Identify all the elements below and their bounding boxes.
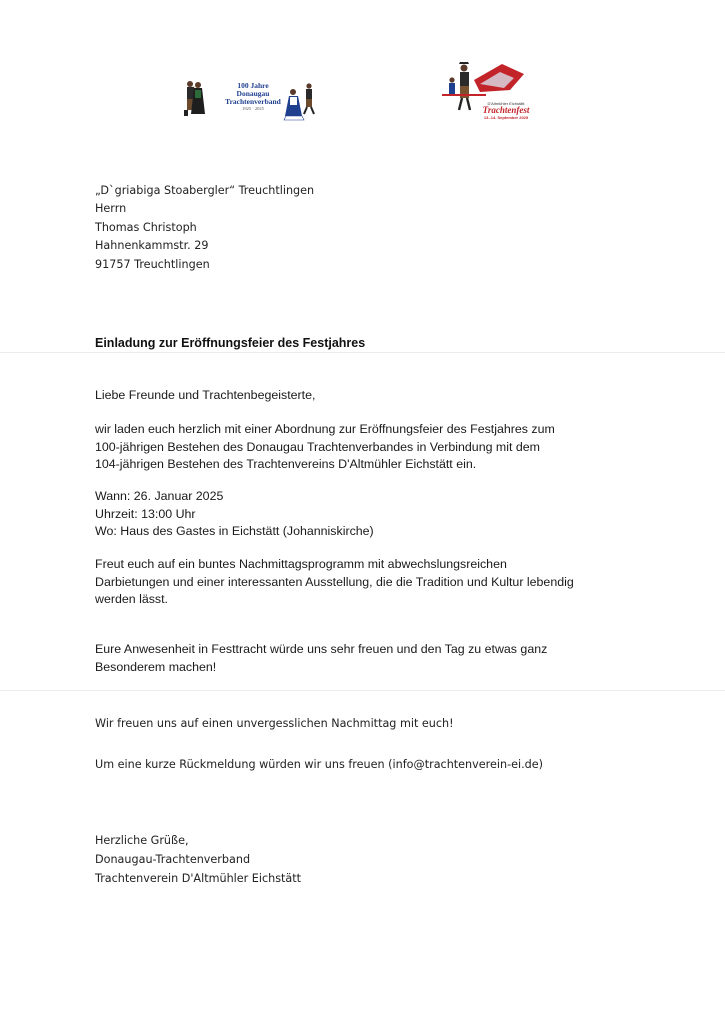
paragraph-line: Eure Anwesenheit in Festtracht würde uns sehr freuen und den Tag zu etwas ganz — [95, 642, 548, 656]
closing-signature — [95, 832, 301, 888]
paragraph-line: wir laden euch herzlich mit einer Abordnung zur Eröffnungsfeier des Festjahres zum — [95, 422, 555, 436]
logo-text-line: Donaugau — [236, 88, 270, 98]
logo-text-line: 100 Jahre — [237, 81, 269, 90]
paragraph-line: werden lässt. — [95, 592, 169, 607]
paragraph-line: 104-jährigen Bestehen des Trachtenvereins D'Altmühler Eichstätt ein. — [95, 457, 477, 472]
scan-artifact-line — [0, 352, 725, 353]
logo-title: Trachtenfest — [482, 105, 530, 116]
paragraph-line: Um eine kurze Rückmeldung würden wir uns freuen (info@trachtenverein-ei.de) — [95, 758, 544, 771]
program-paragraph — [95, 556, 574, 609]
logo-text-line: D'Altmühler Eichstätt — [487, 101, 525, 106]
rsvp-note — [95, 756, 543, 775]
closing-line: Trachtenverein D'Altmühler Eichstätt — [95, 871, 302, 885]
paragraph-line: Darbietungen und einer interessanten Ausstellung, die die Tradition und Kultur lebendig — [95, 574, 574, 589]
closing-line: Donaugau-Trachtenverband — [95, 852, 251, 866]
scan-artifact-line — [0, 690, 725, 691]
address-line: „D`griabiga Stoabergler“ Treuchtlingen — [95, 184, 315, 197]
address-line: Herrn — [95, 202, 127, 216]
logo-text-line: Trachtenverband — [225, 96, 281, 106]
address-line: Hahnenkammstr. 29 — [95, 239, 209, 253]
greeting — [95, 387, 315, 405]
paragraph-line: Besonderem machen! — [95, 659, 217, 674]
trachtenfest-logo — [440, 58, 540, 126]
paragraph-line: Wir freuen uns auf einen unvergesslichen Nachmittag mit euch! — [95, 717, 454, 730]
recipient-address — [95, 182, 314, 274]
paragraph-line: 100-jährigen Bestehen des Donaugau Trachtenverbandes in Verbindung mit dem — [95, 439, 540, 454]
address-line: Thomas Christoph — [95, 220, 197, 234]
detail-time: Uhrzeit: 13:00 Uhr — [95, 506, 196, 521]
logo-years: 1925 · 2025 — [242, 105, 264, 111]
letter-subject: Einladung zur Eröffnungsfeier des Festjahres — [95, 336, 366, 350]
greeting-line: Liebe Freunde und Trachtenbegeisterte, — [95, 388, 316, 402]
detail-date: Wann: 26. Januar 2025 — [95, 489, 224, 503]
paragraph-line: Freut euch auf ein buntes Nachmittagsprogramm mit abwechslungsreichen — [95, 557, 507, 571]
looking-forward — [95, 715, 454, 734]
address-line: 91757 Treuchtlingen — [95, 257, 210, 271]
attire-paragraph — [95, 641, 547, 676]
event-details — [95, 488, 374, 541]
donaugau-anniversary-logo — [176, 74, 326, 126]
closing-line: Herzliche Grüße, — [95, 834, 189, 847]
intro-paragraph — [95, 421, 555, 474]
logo-date: 13.-14. September 2025 — [483, 114, 529, 120]
detail-location: Wo: Haus des Gastes in Eichstätt (Johanniskirche) — [95, 524, 374, 539]
